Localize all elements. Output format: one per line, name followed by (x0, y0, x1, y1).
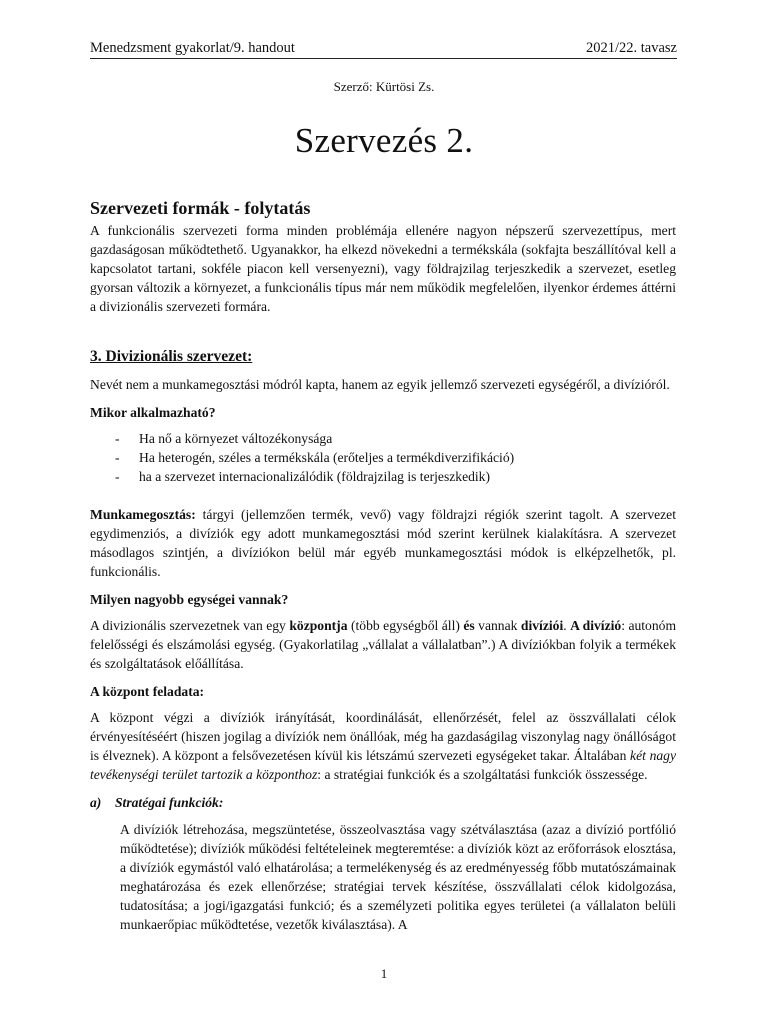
strategic-functions-heading (90, 793, 676, 812)
center-text-1: A központ végzi a divíziók irányítását, koordinálását, ellenőrzését, felel az összvállalati célok érvényesítéséért (hiszen jogilag a divíziók nem önállóak, még ha gazdaságilag viszonylag nagy önállóságot is élveznek). A központ a felsővezetésen kívül kis létszámú szervezeti egységeket takar. Általában (90, 710, 676, 763)
units-paragraph (90, 616, 676, 673)
division-of-labor-paragraph (90, 505, 676, 581)
center-task-question: A központ feladata: (90, 684, 205, 699)
units-bold-divisions: divíziói (520, 618, 564, 633)
when-applicable-list (90, 429, 676, 486)
page-header (90, 40, 677, 59)
center-italic-text: két nagy tevékenységi terület tartozik a központhoz (90, 748, 676, 782)
strategic-heading-text: Stratégai funkciók: (115, 795, 224, 810)
units-question: Milyen nagyobb egységei vannak? (90, 592, 289, 607)
spacer (90, 495, 676, 505)
units-text-5: : autonóm felelősségi és elszámolási egység. (Gyakorlatilag „vállalat a vállalatban”.) A divíziókban folyik a termékek és szolgáltatások előállítása. (90, 618, 677, 671)
units-bold-division: A divízió (570, 618, 622, 633)
section-heading-forms: Szervezeti formák - folytatás (90, 198, 311, 218)
division-of-labor-text: tárgyi (jellemzően termék, vevő) vagy földrajzi régiók szerint tagolt. A szervezet egydimenziós, a divíziók egy adott munkamegosztási mód szerint kerülnek kialakításra. A szervezet másodlagos szintjén, a divíziókon belül már egyéb munkamegosztási módok is elképzelhetők, pl. funkcionális. (90, 507, 676, 579)
author-line: Szerző: Kürtösi Zs. (333, 79, 435, 94)
header-semester: 2021/22. tavasz (585, 40, 677, 56)
section-heading-divisional: 3. Divizionális szervezet: (90, 348, 253, 365)
section-forms-paragraph: A funkcionális szervezeti forma minden problémája ellenére nagyon népszerű szervezettípus, mert gazdaságosan működtethető. Ugyanakkor, ha elkezd növekedni a termékskála (sokfajta beszállítóval kell a kapcsolatot tartani, sokféle piacon kell versenyezni), vagy földrajzilag terjeszkedik a szervezet, esetleg gyorsan változik a környezet, a funkcionális típus már nem működik megfelelően, ilyenkor érdemes áttérni a divizionális szervezeti formára. (90, 223, 676, 314)
header-course: Menedzsment gyakorlat/9. handout (90, 40, 295, 56)
list-item: - Ha nő a környezet változékonysága (90, 429, 676, 448)
units-bold-and: és (463, 618, 475, 633)
units-bold-center: központja (289, 618, 348, 633)
document-body (90, 196, 676, 934)
when-applicable-question: Mikor alkalmazható? (90, 405, 216, 420)
strategic-functions-paragraph: A divíziók létrehozása, megszüntetése, összeolvasztása vagy szétválasztása (azaz a divízió portfólió működtetése); divíziók működési feltételeinek megteremtése: a divíziók közt az erőforrások elosztása, a divíziók egymástól való elhatárolása; a termelékenység és az eredményesség főbb mutatószámainak meghatározása és ezek ellenőrzése; stratégiai tervek készítése, összvállalati célok kidolgozása, tudatosítása; a jogi/igazgatási funkció; és a személyzeti politika egyes területei (a vállalaton belüli munkaerőpiac működtetése, vezetők kiválasztása). A (120, 822, 677, 932)
list-item: - ha a szervezet internacionalizálódik (földrajzilag is terjeszkedik) (90, 467, 676, 486)
division-of-labor-label: Munkamegosztás: (90, 507, 196, 522)
spacer (90, 325, 676, 347)
units-text-3: vannak (474, 618, 521, 633)
page-number: 1 (380, 966, 388, 981)
list-item: - Ha heterogén, széles a termékskála (erőteljes a termékdiverzifikáció) (90, 448, 676, 467)
divisional-intro-paragraph: Nevét nem a munkamegosztási módról kapta, hanem az egyik jellemző szervezeti egységéről, a divízióról. (90, 377, 670, 392)
center-task-paragraph (90, 708, 676, 784)
units-text-4: . (563, 618, 571, 633)
units-text-2: (több egységből áll) (347, 618, 464, 633)
center-text-2: : a stratégiai funkciók és a szolgáltatási funkciók összessége. (317, 767, 648, 782)
strategic-item-number: a) (90, 795, 102, 810)
units-text-1: A divizionális szervezetnek van egy (90, 618, 290, 633)
page-title: Szervezés 2. (294, 121, 474, 160)
